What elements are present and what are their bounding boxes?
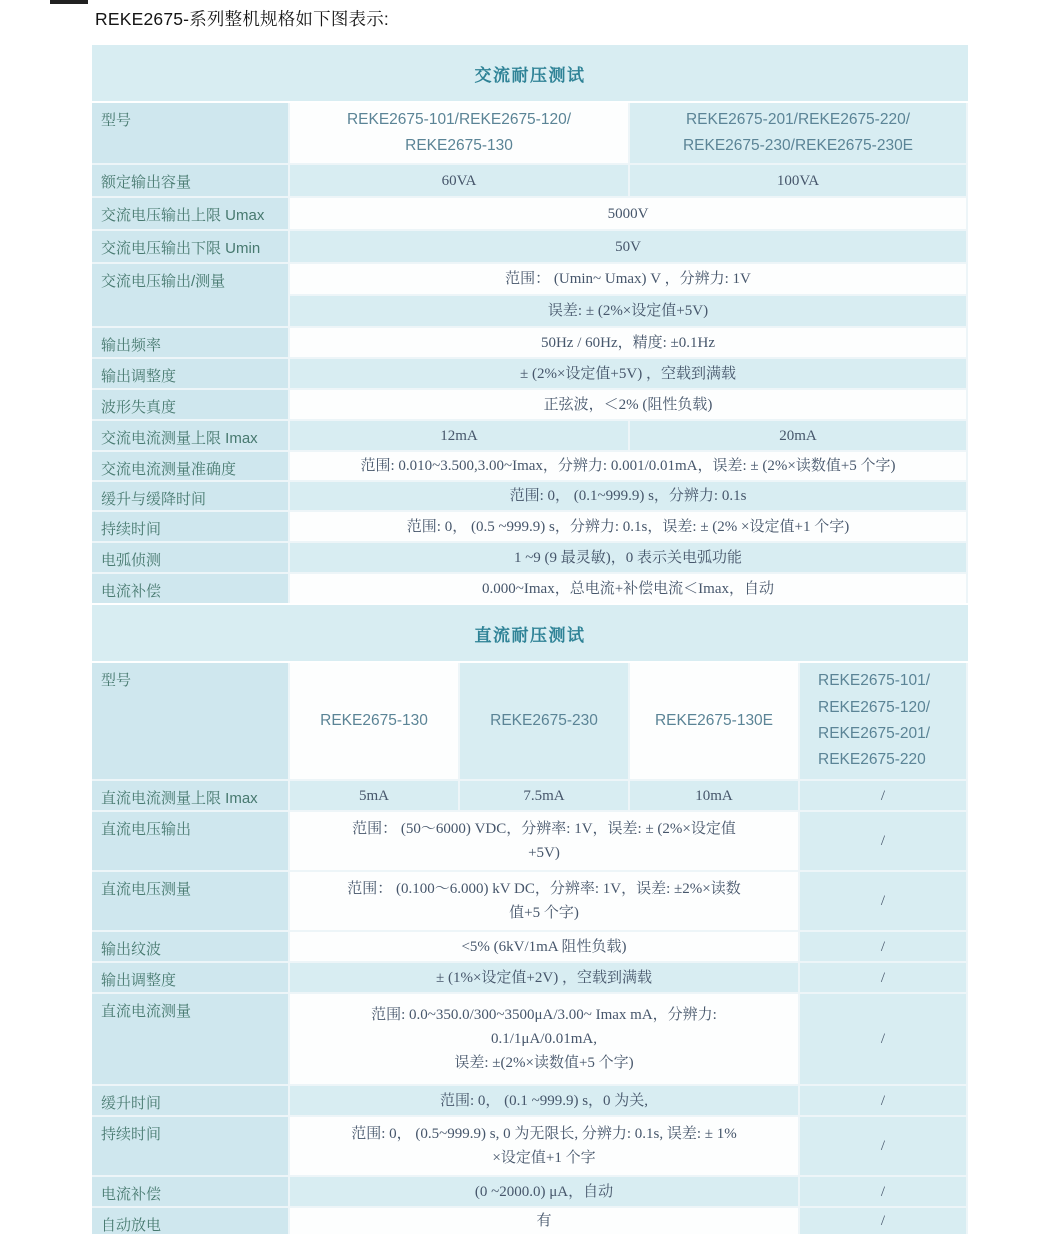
spec-text-line: 范围: 0， (0.5~999.9) s, 0 为无限长, 分辨力: 0.1s, 误差: ± 1% [351,1126,737,1142]
spec-cell: / [800,872,966,930]
section-grid [92,663,968,1234]
spec-text-line: 值+5 个字) [509,905,579,921]
spec-text-line: 0.1/1μA/0.01mA, [491,1031,597,1047]
spec-cell: 范围: 0， (0.5 ~999.9) s，分辨力: 0.1s，误差: ± (2% ×设定值+1 个字) [290,512,966,541]
spec-cell: / [800,812,966,870]
spec-cell: ± (2%×设定值+5V) ，空载到满载 [290,359,966,388]
spec-text-line: REKE2675-201/ [818,725,931,742]
section-header: 交流耐压测试 [92,45,968,101]
row-label: 额定输出容量 [92,165,288,196]
row-label: 直流电压测量 [92,872,288,930]
spec-cell: 范围: 0， (0.1~999.9) s，分辨力: 0.1s [290,482,966,510]
model-cell: REKE2675-130 [290,663,458,779]
spec-cell: 5mA [290,781,458,810]
spec-cell: / [800,932,966,961]
spec-text-line: +5V) [528,845,560,861]
spec-text-line: REKE2675-120/ [818,698,931,716]
row-label: 电弧侦测 [92,543,288,572]
spec-cell: 范围： (Umin~ Umax) V ，分辨力: 1V [290,264,966,294]
spec-text-line: REKE2675-201/REKE2675-220/ [685,110,911,128]
spec-text-line: REKE2675-130 [405,137,513,154]
spec-cell: 7.5mA [460,781,628,810]
spec-text-line: 范围: 0.0~350.0/300~3500μA/3.00~ Imax mA，分辨力: [371,1007,717,1023]
row-label: 电流补偿 [92,1177,288,1206]
section-header: 直流耐压测试 [92,605,968,661]
spec-cell [290,872,798,930]
spec-cell: 50Hz / 60Hz，精度: ±0.1Hz [290,328,966,357]
model-cell: REKE2675-230 [460,663,628,779]
spec-cell: / [800,963,966,992]
page-title: REKE2675-系列整机规格如下图表示: [95,9,389,29]
spec-cell: / [800,994,966,1084]
spec-cell: <5% (6kV/1mA 阻性负载) [290,932,798,961]
row-label: 输出纹波 [92,932,288,961]
spec-cell: (0 ~2000.0) μA，自动 [290,1177,798,1206]
row-label: 波形失真度 [92,390,288,419]
spec-cell: 范围: 0.010~3.500,3.00~Imax，分辨力: 0.001/0.01mA，误差: ± (2%×读数值+5 个字) [290,452,966,480]
section-grid [92,103,968,603]
spec-cell [290,1117,798,1175]
spec-cell: ± (1%×设定值+2V) ，空载到满载 [290,963,798,992]
top-edge-decoration [50,0,88,4]
model-cell [800,663,966,779]
spec-text-line: 范围： (50～6000) VDC，分辨率: 1V，误差: ± (2%×设定值 [352,821,736,837]
spec-text-line: 误差: ±(2%×读数值+5 个字) [454,1055,634,1071]
spec-text-line: ×设定值+1 个字 [492,1150,596,1166]
row-label: 型号 [92,663,288,779]
row-label: 缓升时间 [92,1086,288,1115]
spec-text-line: REKE2675-101/REKE2675-120/ [346,110,572,128]
spec-cell: 50V [290,231,966,262]
row-label: 交流电流测量上限 Imax [92,421,288,450]
row-label: 直流电流测量 [92,994,288,1084]
spec-cell: 12mA [290,421,628,450]
spec-cell: 误差: ± (2%×设定值+5V) [290,296,966,326]
spec-cell: 10mA [630,781,798,810]
spec-cell: 60VA [290,165,628,196]
spec-cell: 有 [290,1208,798,1234]
spec-cell: 1 ~9 (9 最灵敏)，0 表示关电弧功能 [290,543,966,572]
row-label: 输出调整度 [92,963,288,992]
spec-cell [290,812,798,870]
row-label: 交流电压输出下限 Umin [92,231,288,262]
spec-table [92,45,968,1236]
spec-cell: 100VA [630,165,966,196]
row-label: 直流电流测量上限 Imax [92,781,288,810]
row-label: 交流电压输出上限 Umax [92,198,288,229]
model-cell [630,103,966,163]
row-label: 交流电流测量准确度 [92,452,288,480]
spec-cell: / [800,1208,966,1234]
spec-text-line: REKE2675-230/REKE2675-230E [682,137,914,154]
spec-cell: / [800,1117,966,1175]
model-cell [290,103,628,163]
model-cell: REKE2675-130E [630,663,798,779]
spec-cell: 正弦波，＜2% (阻性负载) [290,390,966,419]
row-label: 电流补偿 [92,574,288,603]
spec-cell: 范围: 0， (0.1 ~999.9) s，0 为关, [290,1086,798,1115]
spec-text-line: REKE2675-101/ [818,672,931,690]
spec-text-line: REKE2675-220 [818,751,926,769]
spec-cell: 0.000~Imax，总电流+补偿电流＜Imax，自动 [290,574,966,603]
row-label: 持续时间 [92,512,288,541]
spec-cell: 20mA [630,421,966,450]
spec-cell: / [800,1086,966,1115]
row-label: 输出调整度 [92,359,288,388]
row-label: 自动放电 [92,1208,288,1234]
row-label: 持续时间 [92,1117,288,1175]
spec-cell: / [800,781,966,810]
row-label: 交流电压输出/测量 [92,264,288,326]
row-label: 输出频率 [92,328,288,357]
spec-text-line: 范围： (0.100～6.000) kV DC，分辨率: 1V，误差: ±2%×读数 [347,881,741,897]
row-label: 型号 [92,103,288,163]
spec-cell: 5000V [290,198,966,229]
spec-cell: / [800,1177,966,1206]
row-label: 缓升与缓降时间 [92,482,288,510]
row-label: 直流电压输出 [92,812,288,870]
spec-cell [290,994,798,1084]
